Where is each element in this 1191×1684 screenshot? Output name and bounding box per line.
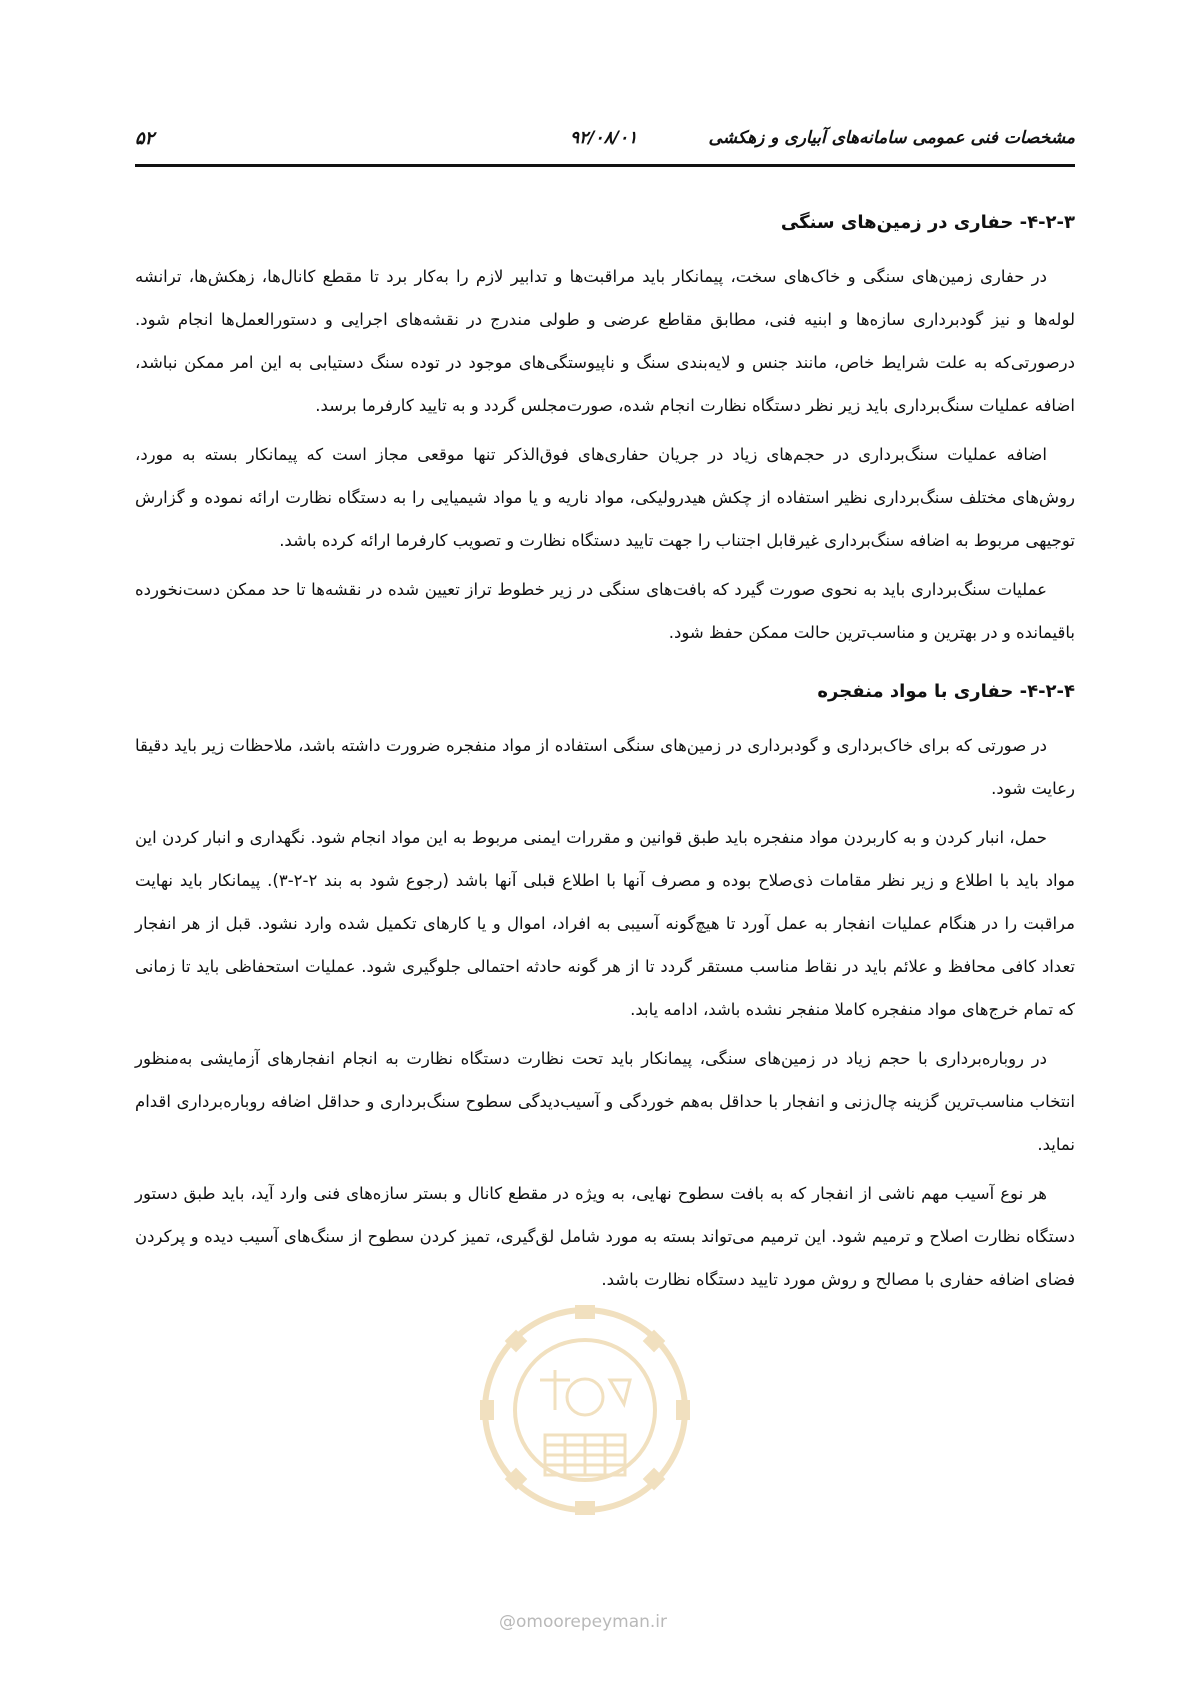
section-heading: ۴-۲-۴- حفاری با مواد منفجره — [817, 681, 1075, 702]
header-divider — [135, 164, 1075, 167]
page-number: ۵۲ — [135, 128, 155, 149]
document-title: مشخصات فنی عمومی سامانه‌های آبیاری و زهکشی — [708, 128, 1075, 148]
paragraph: در روباره‌برداری با حجم زیاد در زمین‌های سنگی، پیمانکار باید تحت نظارت دستگاه نظارت به انجام انفجارهای آزمایشی به‌منظور انتخاب مناسب‌ترین گزینه چال‌زنی و انفجار با حداقل به‌هم خوردگی و آسیب‌دیدگی سطوح سنگ‌برداری و حداقل اضافه روباره‌برداری اقدام نماید. — [135, 1049, 1075, 1154]
paragraph: عملیات سنگ‌برداری باید به نحوی صورت گیرد که بافت‌های سنگی در زیر خطوط تراز تعیین شده در نقشه‌ها تا حد ممکن دست‌نخورده باقیمانده و در بهترین و مناسب‌ترین حالت ممکن حفظ شود. — [135, 580, 1075, 642]
paragraph: هر نوع آسیب مهم ناشی از انفجار که به بافت سطوح نهایی، به ویژه در مقطع کانال و بستر سازه‌های فنی وارد آید، باید طبق دستور دستگاه نظارت اصلاح و ترمیم شود. این ترمیم می‌تواند بسته به مورد شامل لق‌گیری، تمیز کردن سطوح از سنگ‌های آسیب دیده و پرکردن فضای اضافه حفاری با مصالح و روش مورد تایید دستگاه نظارت باشد. — [135, 1184, 1075, 1289]
page-body — [135, 205, 1075, 1307]
watermark-logo — [470, 1285, 700, 1555]
paragraph: در صورتی که برای خاک‌برداری و گودبرداری در زمین‌های سنگی استفاده از مواد منفجره ضرورت داشته باشد، ملاحظات زیر باید دقیقا رعایت شود. — [135, 736, 1075, 798]
section-spacer — [135, 660, 1075, 674]
watermark-url: @omoorepeyman.ir — [498, 1612, 668, 1632]
document-date: ۹۲/۰۸/۰۱ — [570, 128, 638, 148]
section-explosive-excavation — [135, 674, 1075, 1301]
paragraph: حمل، انبار کردن و به کاربردن مواد منفجره باید طبق قوانین و مقررات ایمنی مربوط به این مواد انجام شود. نگهداری و انبار کردن این مواد باید با اطلاع و زیر نظر مقامات ذی‌صلاح بوده و مصرف آنها با اطلاع قبلی آنها باشد (رجوع شود به بند ۲-۲-۳). پیمانکار باید نهایت مراقبت را در هنگام عملیات انفجار به عمل آورد تا هیچ‌گونه آسیبی به افراد، اموال و یا کارهای تکمیل شده وارد نشود. قبل از هر انفجار تعداد کافی محافظ و علائم باید در نقاط مناسب مستقر گردد تا از هر گونه حادثه احتمالی جلوگیری شود. عملیات استحفاظی باید تا زمانی که تمام خرج‌های مواد منفجره کاملا منفجر نشده باشد، ادامه یابد. — [135, 828, 1075, 1019]
section-rock-excavation — [135, 205, 1075, 654]
paragraph: اضافه عملیات سنگ‌برداری در حجم‌های زیاد در جریان حفاری‌های فوق‌الذکر تنها موقعی مجاز است که پیمانکار بسته به مورد، روش‌های مختلف سنگ‌برداری نظیر استفاده از چکش هیدرولیکی، مواد ناریه و یا مواد شیمیایی را به دستگاه نظارت ارائه نموده و گزارش توجیهی مربوط به اضافه سنگ‌برداری غیرقابل اجتناب را جهت تایید دستگاه نظارت و تصویب کارفرما ارائه کرده باشد. — [135, 445, 1075, 550]
section-heading: ۴-۲-۳- حفاری در زمین‌های سنگی — [780, 212, 1075, 233]
paragraph: در حفاری زمین‌های سنگی و خاک‌های سخت، پیمانکار باید مراقبت‌ها و تدابیر لازم را به‌کار برد تا مقطع کانال‌ها، زهکش‌ها، ترانشه لوله‌ها و نیز گودبرداری سازه‌ها و ابنیه فنی، مطابق مقاطع عرضی و طولی مندرج در نقشه‌های اجرایی و دستورالعمل‌ها انجام شود. درصورتی‌که به علت شرایط خاص، مانند جنس و لایه‌بندی سنگ و ناپیوستگی‌های موجود در توده سنگ دستیابی به این امر ممکن نباشد، اضافه عملیات سنگ‌برداری باید زیر نظر دستگاه نظارت انجام شده، صورت‌مجلس گردد و به تایید کارفرما برسد. — [135, 267, 1075, 415]
page-header — [135, 120, 1075, 170]
